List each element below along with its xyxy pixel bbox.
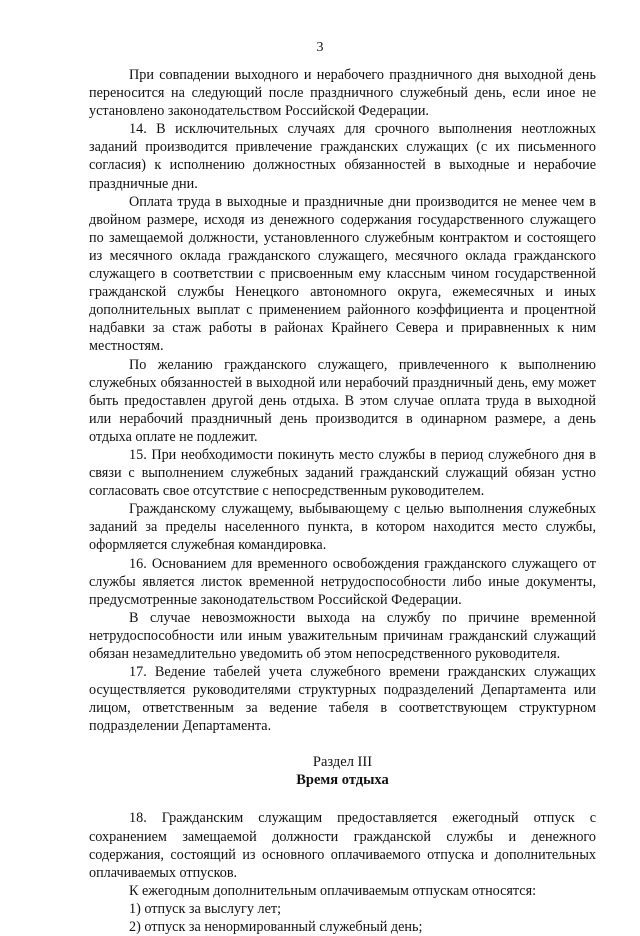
paragraph-sick-notice: В случае невозможности выхода на службу по причине временной нетрудоспособности или иным уважительным причинам гражданский служащий обязан незамедлительно уведомить об этом непосредственного руководителя. [89, 609, 596, 662]
paragraph-clause-18: 18. Гражданским служащим предоставляется ежегодный отпуск с сохранением замещаемой должности гражданской службы и денежного содержания, состоящий из основного оплачиваемого отпуска и дополнительных оплачиваемых отпусков. [89, 810, 596, 881]
paragraph-holiday-pay: Оплата труда в выходные и праздничные дни производится не менее чем в двойном размере, исходя из денежного содержания государственного служащего по замещаемой должности, установленного служебным контрактом и состоящего из месячного оклада гражданского служащего, месячного оклада гражданского служащего в соответствии с присвоенным ему классным чином государственной гражданской службы Ненецкого автономного округа, ежемесячных и иных дополнительных выплат с применением районного коэффициента и процентной надбавки за стаж работы в районах Крайнего Севера и приравненных к ним местностям. [89, 193, 596, 355]
list-item: 2) отпуск за ненормированный служебный день; [129, 919, 423, 936]
paragraph-clause-14: 14. В исключительных случаях для срочного выполнения неотложных заданий производится привлечение гражданских служащих (с их письменного согласия) к исполнению должностных обязанностей в выходные и нерабочие праздничные дни. [89, 121, 596, 192]
list-item: 1) отпуск за выслугу лет; [129, 900, 282, 917]
section-title: Время отдыха [296, 772, 389, 789]
section-number: Раздел III [312, 754, 373, 771]
paragraph-holiday-transfer: При совпадении выходного и нерабочего праздничного дня выходной день переносится на следующий после праздничного служебный день, если иное не установлено законодательством Российской Федерации. [89, 67, 596, 120]
section-heading [89, 753, 596, 789]
paragraph-day-off-option: По желанию гражданского служащего, привлеченного к выполнению служебных обязанностей в выходной или нерабочий праздничный день, ему может быть предоставлен другой день отдыха. В этом случае оплата труда в выходной или нерабочий праздничный день производится в одинарном размере, а день отдыха оплате не подлежит. [89, 356, 596, 445]
paragraph-clause-16: 16. Основанием для временного освобождения гражданского служащего от службы является листок временной нетрудоспособности либо иные документы, предусмотренные законодательством Российской Федерации. [89, 555, 596, 608]
paragraph-additional-leave-intro: К ежегодным дополнительным оплачиваемым отпускам относятся: [129, 882, 537, 899]
paragraph-business-trip: Гражданскому служащему, выбывающему с целью выполнения служебных заданий за пределы населенного пункта, в котором находится место службы, оформляется служебная командировка. [89, 501, 596, 554]
document-body [89, 66, 596, 936]
paragraph-clause-15: 15. При необходимости покинуть место службы в период служебного дня в связи с выполнением служебных заданий гражданский служащий обязан устно согласовать свое отсутствие с непосредственным руководителем. [89, 446, 596, 500]
paragraph-clause-17: 17. Ведение табелей учета служебного времени гражданских служащих осуществляется руководителями структурных подразделений Департамента или лицом, ответственным за ведение табеля в соответствующем структурном подразделении Департамента. [89, 664, 596, 735]
page-number: 3 [316, 40, 324, 55]
